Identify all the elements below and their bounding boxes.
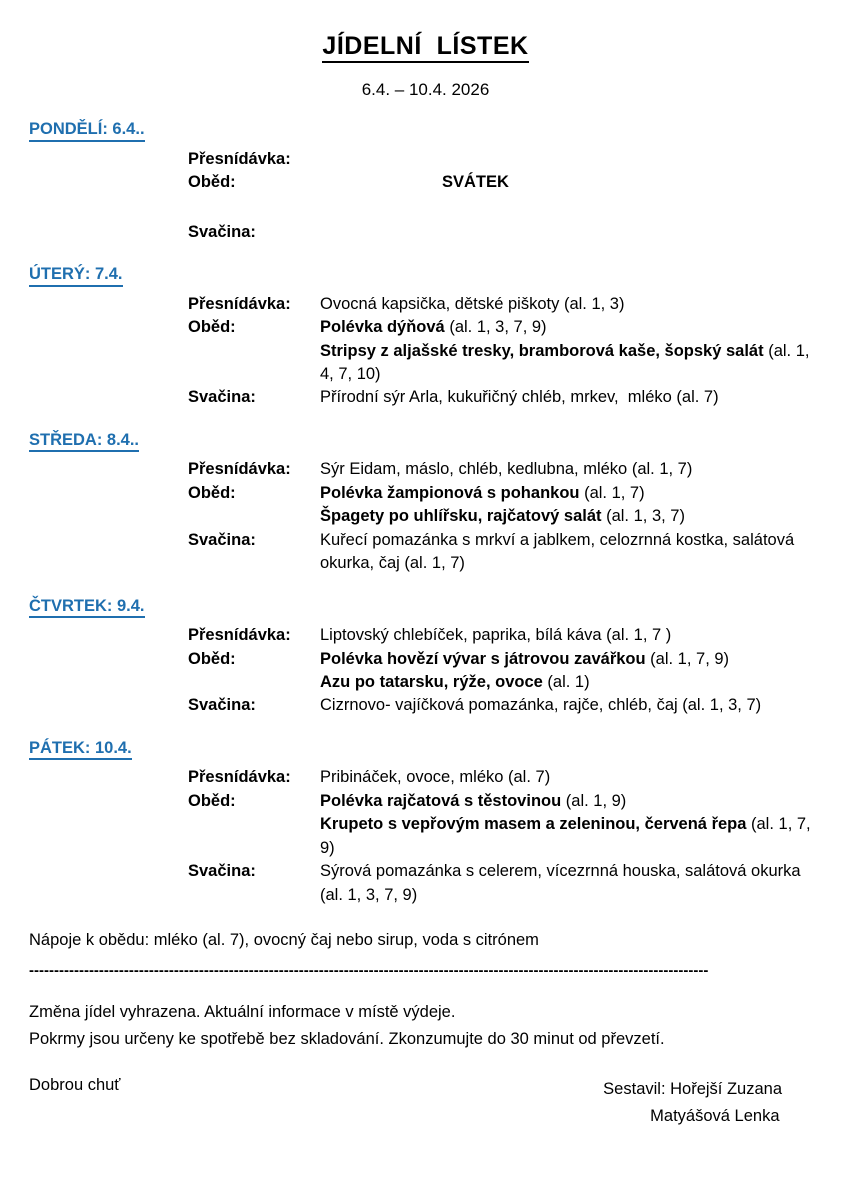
meal-item <box>320 694 820 717</box>
compiled-by <box>603 1076 782 1129</box>
meal-label-snack-morning-2: Přesnídávka: <box>188 294 291 313</box>
day-heading-text: ČTVRTEK: 9.4. <box>29 596 145 619</box>
meal-item <box>320 860 820 907</box>
footer <box>0 929 851 1130</box>
allergen-list: (al. 1, 4, 7, 10) <box>320 341 815 383</box>
allergen-list: (al. 1, 7, 9) <box>645 649 730 668</box>
allergen-list: (al. 1, 7) <box>579 483 645 502</box>
meal-label-lunch-1: Oběd: <box>188 173 236 192</box>
footer-note-1: Změna jídel vyhrazena. Aktuální informace v místě výdeje. <box>29 1002 456 1021</box>
holiday-badge: SVÁTEK <box>442 173 509 192</box>
meal-item <box>320 790 820 813</box>
day-heading-text: STŘEDA: 8.4.. <box>29 430 139 453</box>
footer-notes <box>29 999 822 1052</box>
dish-name: Přírodní sýr Arla, kukuřičný chléb, mrkev, mléko <box>320 388 672 407</box>
dish-name: Špagety po uhlířsku, rajčatový salát <box>320 507 602 526</box>
meal-row-snack-morning-1 <box>0 148 851 171</box>
meal-row-snack-morning-3 <box>0 458 851 481</box>
meals-1 <box>0 148 851 244</box>
meal-item <box>320 316 820 339</box>
meal-row-snack-afternoon-2 <box>0 386 851 409</box>
day-block-2 <box>0 264 851 410</box>
meal-content-lunch-5 <box>320 790 820 860</box>
meal-label-snack-morning-1: Přesnídávka: <box>188 149 291 168</box>
meal-row-snack-afternoon-1 <box>0 221 851 244</box>
meal-row-snack-afternoon-4 <box>0 694 851 717</box>
meal-row-snack-afternoon-3 <box>0 529 851 576</box>
meal-row-lunch-5 <box>0 790 851 860</box>
meal-label-lunch-3: Oběd: <box>188 483 236 502</box>
page-title-text: JÍDELNÍ LÍSTEK <box>322 32 528 63</box>
day-heading-3 <box>29 430 139 453</box>
dish-name: Azu po tatarsku, rýže, ovoce <box>320 673 543 692</box>
day-heading-text: ÚTERÝ: 7.4. <box>29 264 123 287</box>
allergen-list: (al. 1, 3, 7) <box>601 507 685 526</box>
meal-row-snack-afternoon-5 <box>0 860 851 907</box>
day-heading-5 <box>29 738 132 761</box>
meal-label-snack-afternoon-1: Svačina: <box>188 222 256 241</box>
day-heading-4 <box>29 596 145 619</box>
meal-item <box>320 529 820 576</box>
meal-content-lunch-4 <box>320 648 820 695</box>
dish-name: Cizrnovo- vajíčková pomazánka, rajče, chléb, čaj <box>320 696 678 715</box>
meal-content-snack-afternoon-2 <box>320 386 820 409</box>
meal-row-lunch-4 <box>0 648 851 695</box>
allergen-list: (al. 1, 7, 9) <box>320 815 816 857</box>
meal-content-snack-afternoon-5 <box>320 860 820 907</box>
meal-item <box>320 293 820 316</box>
meal-label-snack-afternoon-3: Svačina: <box>188 530 256 549</box>
meal-item <box>320 624 820 647</box>
meal-label-snack-afternoon-5: Svačina: <box>188 862 256 881</box>
meal-label-snack-afternoon-4: Svačina: <box>188 696 256 715</box>
divider-rule: ---------------------------------------------------------------------------------------------------------------------------------------- <box>29 962 709 979</box>
meal-item <box>320 671 820 694</box>
meal-item <box>320 386 820 409</box>
meal-item <box>320 505 820 528</box>
meal-label-snack-morning-3: Přesnídávka: <box>188 460 291 479</box>
dish-name: Kuřecí pomazánka s mrkví a jablkem, celozrnná kostka, salátová okurka, čaj <box>320 530 799 573</box>
days-container <box>0 119 851 907</box>
allergen-list: (al. 1) <box>542 673 590 692</box>
allergen-list: (al. 1, 7) <box>399 554 465 573</box>
meal-content-lunch-2 <box>320 316 820 386</box>
footer-note-2: Pokrmy jsou určeny ke spotřebě bez skladování. Zkonzumujte do 30 minut od převzetí. <box>29 1029 665 1048</box>
allergen-list: (al. 1, 7 ) <box>601 626 672 645</box>
day-block-5 <box>0 738 851 907</box>
dish-name: Liptovský chlebíček, paprika, bílá káva <box>320 626 602 645</box>
meal-item <box>320 458 820 481</box>
day-block-3 <box>0 430 851 576</box>
meals-4 <box>0 624 851 718</box>
day-block-1 <box>0 119 851 244</box>
allergen-list: (al. 1, 9) <box>561 791 627 810</box>
allergen-list: (al. 1, 3) <box>559 294 625 313</box>
dish-name: Polévka dýňová <box>320 318 445 337</box>
meal-content-snack-afternoon-3 <box>320 529 820 576</box>
allergen-list: (al. 1, 3, 7) <box>677 696 762 715</box>
compiled-by-line-2: Matyášová Lenka <box>650 1107 780 1126</box>
meal-content-snack-morning-5 <box>320 766 820 789</box>
meal-label-snack-morning-5: Přesnídávka: <box>188 768 291 787</box>
meals-2 <box>0 293 851 410</box>
meal-item <box>320 340 820 387</box>
meal-item <box>320 648 820 671</box>
meal-item <box>320 813 820 860</box>
meal-row-lunch-1 <box>0 171 851 194</box>
allergen-list: (al. 1, 7) <box>627 460 693 479</box>
meal-label-lunch-5: Oběd: <box>188 791 236 810</box>
dish-name: Stripsy z aljašské tresky, bramborová kaše, šopský salát <box>320 341 764 360</box>
meal-label-snack-afternoon-2: Svačina: <box>188 388 256 407</box>
dish-name: Krupeto s vepřovým masem a zeleninou, červená řepa <box>320 815 747 834</box>
dish-name: Sýr Eidam, máslo, chléb, kedlubna, mléko <box>320 460 628 479</box>
meal-content-lunch-3 <box>320 482 820 529</box>
meal-content-snack-morning-2 <box>320 293 820 316</box>
dish-name: Pribináček, ovoce, mléko <box>320 768 504 787</box>
meal-spacer <box>0 195 851 221</box>
meal-item <box>320 766 820 789</box>
day-heading-1 <box>29 119 145 142</box>
meal-row-snack-morning-5 <box>0 766 851 789</box>
allergen-list: (al. 1, 3, 7, 9) <box>444 318 547 337</box>
meal-item <box>320 482 820 505</box>
signature-block <box>29 1076 822 1129</box>
meal-content-snack-morning-3 <box>320 458 820 481</box>
meal-content-snack-morning-4 <box>320 624 820 647</box>
meal-label-lunch-4: Oběd: <box>188 649 236 668</box>
allergen-list: (al. 1, 3, 7, 9) <box>320 862 806 904</box>
meal-row-snack-morning-4 <box>0 624 851 647</box>
day-heading-2 <box>29 264 123 287</box>
menu-document <box>0 33 851 1187</box>
dish-name: Polévka rajčatová s těstovinou <box>320 791 562 810</box>
day-heading-text: PÁTEK: 10.4. <box>29 738 132 761</box>
bon-appetit-text: Dobrou chuť <box>29 1076 121 1095</box>
meal-label-snack-morning-4: Přesnídávka: <box>188 626 291 645</box>
dish-name: Ovocná kapsička, dětské piškoty <box>320 294 560 313</box>
date-range: 6.4. – 10.4. 2026 <box>361 79 490 99</box>
drinks-note: Nápoje k obědu: mléko (al. 7), ovocný čaj nebo sirup, voda s citrónem <box>29 931 539 950</box>
dish-name: Polévka hovězí vývar s játrovou zavářkou <box>320 649 646 668</box>
meal-row-snack-morning-2 <box>0 293 851 316</box>
meal-label-lunch-2: Oběd: <box>188 318 236 337</box>
meal-row-lunch-2 <box>0 316 851 386</box>
day-block-4 <box>0 596 851 718</box>
meals-3 <box>0 458 851 575</box>
meals-5 <box>0 766 851 907</box>
compiled-by-line-1: Sestavil: Hořejší Zuzana <box>603 1080 782 1099</box>
day-heading-text: PONDĚLÍ: 6.4.. <box>29 119 145 142</box>
dish-name: Polévka žampionová s pohankou <box>320 483 580 502</box>
allergen-list: (al. 7) <box>671 388 719 407</box>
allergen-list: (al. 7) <box>503 768 551 787</box>
page-title <box>0 33 851 61</box>
meal-row-lunch-3 <box>0 482 851 529</box>
dish-name: Sýrová pomazánka s celerem, vícezrnná houska, salátová okurka <box>320 862 801 881</box>
meal-content-snack-afternoon-4 <box>320 694 820 717</box>
